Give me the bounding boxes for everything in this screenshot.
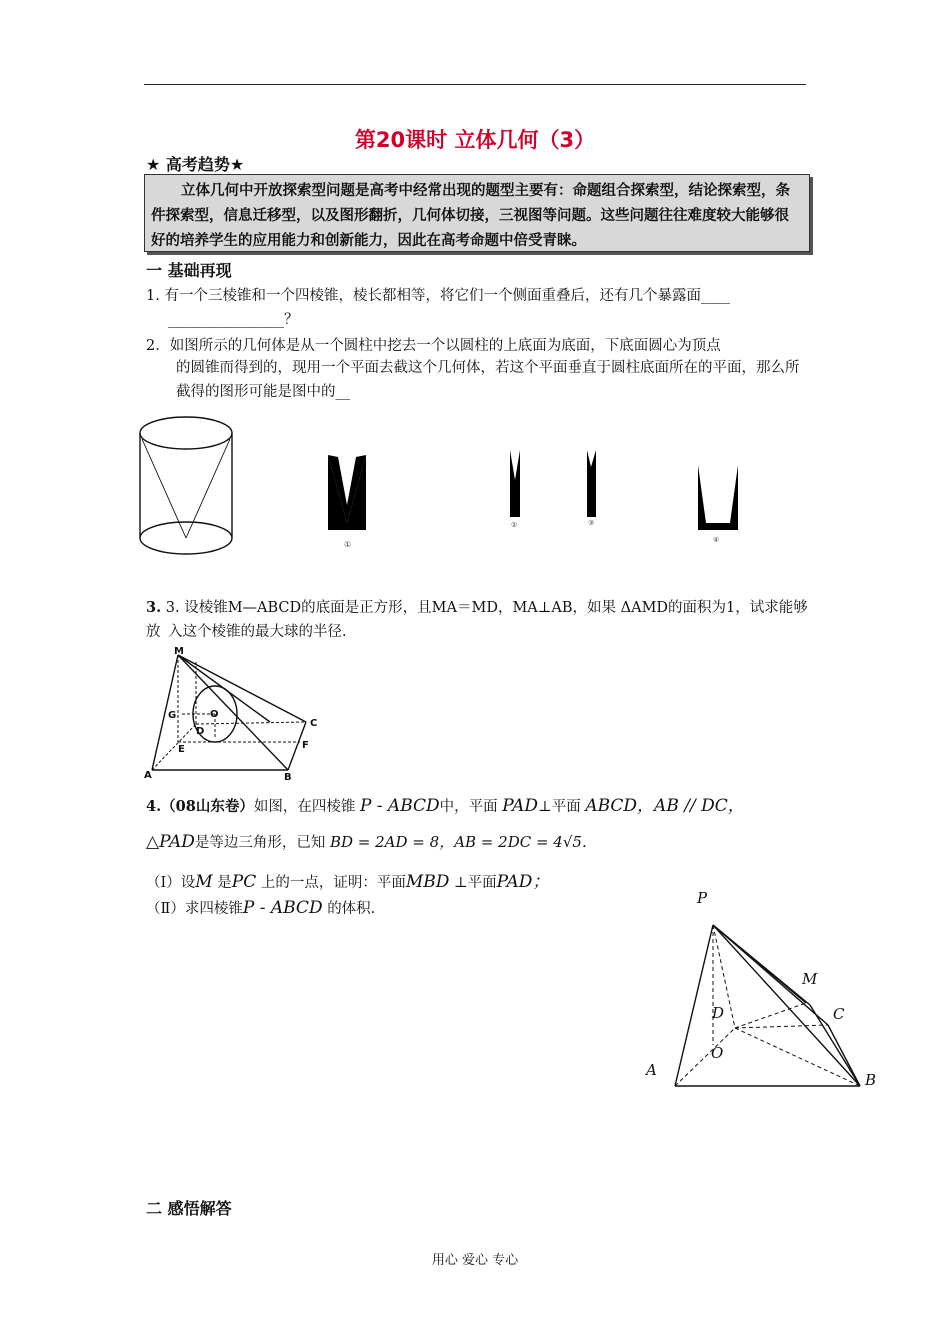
q4-point-m: M <box>195 872 213 892</box>
question-4-part2 <box>146 896 375 921</box>
q4-mbd: MBD <box>405 872 450 892</box>
q4-text-2: 中，平面 <box>439 799 498 815</box>
question-2-line2: 的圆锥而得到的，现用一个平面去截这个几何体，若这个平面垂直于圆柱底面所在的平面，那么所截得的图形可能是图中的__ <box>176 360 800 400</box>
question-3-line1: 3. 3. 设棱锥M—ABCD的底面是正方形，且MA＝MD，MA⊥AB，如果 ΔAMD的面积为1，试求能够放 <box>146 599 808 640</box>
q4-label-a: A <box>646 1061 657 1079</box>
section-answers-heading: 二 感悟解答 <box>146 1199 232 1218</box>
question-3-text: 3. 设棱锥M—ABCD的底面是正方形，且MA＝MD，MA⊥AB，如果 ΔAMD的面积为1，试求能够放 <box>146 600 808 640</box>
q4-text-1: 如图，在四棱锥 <box>253 799 356 815</box>
question-4-line1 <box>146 794 745 819</box>
q3-label-o: O <box>210 709 219 720</box>
section-basics-heading: 一 基础再现 <box>146 261 232 280</box>
q4-parallel: ，AB // DC， <box>637 796 745 816</box>
page-title: 第20课时 立体几何（3） <box>354 128 596 152</box>
section-option-3 <box>587 450 596 527</box>
q3-pyramid-figure <box>140 642 340 787</box>
q4-triangle: △PAD <box>146 832 195 852</box>
q3-label-c: C <box>310 718 318 729</box>
question-4-line2 <box>146 830 587 855</box>
q4-part2-a: （Ⅱ）求四棱锥 <box>146 901 243 917</box>
q3-label-d: D <box>196 726 205 737</box>
q4-part2-b: P - ABCD <box>242 898 323 918</box>
q4-label-d: D <box>712 1004 725 1022</box>
trend-box <box>144 174 810 252</box>
q4-pyramid-figure <box>640 885 885 1100</box>
q4-part1-e: PAD； <box>496 872 550 892</box>
option-3-label: ③ <box>588 519 595 527</box>
question-1-line1: 1. 有一个三棱锥和一个四棱锥，棱长都相等，将它们一个侧面重叠后，还有几个暴露面____ <box>146 288 730 304</box>
q4-part1-c: 上的一点，证明：平面 <box>260 875 406 891</box>
q4-part1-a: （Ⅰ）设 <box>146 875 196 891</box>
header-rule <box>144 84 806 85</box>
q3-label-e: E <box>178 744 185 755</box>
q4-label-c: C <box>833 1005 845 1023</box>
section-option-2 <box>510 450 520 529</box>
section-option-1 <box>328 455 366 549</box>
section-option-4 <box>698 465 738 544</box>
question-4-part1 <box>146 870 549 895</box>
trend-text: 立体几何中开放探索型问题是高考中经常出现的题型主要有：命题组合探索型，结论探索型，条件探索型，信息迁移型，以及图形翻折，几何体切接，三视图等问题。这些问题往往难度较大能够很好的培养学生的应用能力和创新能力，因此在高考命题中倍受青睐。 <box>151 183 790 249</box>
page-footer: 用心 爱心 专心 <box>431 1253 519 1268</box>
q4-plane-abcd: ABCD <box>585 796 638 816</box>
q3-label-g: G <box>168 710 177 721</box>
q4-label-m: M <box>802 970 818 988</box>
q4-part2-c: 的体积. <box>327 901 376 917</box>
q4-bd: BD = 2AD = 8 <box>329 833 440 851</box>
q4-perp: ⊥平面 <box>538 799 581 815</box>
q3-label-m: M <box>174 646 184 657</box>
q4-text-3: 是等边三角形，已知 <box>194 835 326 851</box>
q4-label-b: B <box>865 1071 877 1089</box>
q4-part1-b: 是 <box>217 875 232 891</box>
q4-part1-d: ⊥平面 <box>453 875 497 891</box>
q4-plane-pad: PAD <box>502 796 539 816</box>
question-3-line2: 入这个棱锥的最大球的半径. <box>168 624 347 640</box>
option-1-label: ① <box>344 540 352 549</box>
q2-figures <box>130 405 770 570</box>
option-4-label: ④ <box>713 536 720 544</box>
question-1-line2: ________________？ <box>168 312 299 328</box>
q4-label-p: P <box>697 889 708 907</box>
option-2-label: ② <box>511 521 518 529</box>
q3-label-f: F <box>302 740 309 751</box>
q4-pyramid: P - ABCD <box>359 796 440 816</box>
q4-source: 4.（08山东卷） <box>146 798 254 815</box>
cylinder-figure <box>140 417 232 554</box>
q4-pc: PC <box>231 872 257 892</box>
question-2-line1: 2．如图所示的几何体是从一个圆柱中挖去一个以圆柱的上底面为底面，下底面圆心为顶点 <box>146 338 721 354</box>
q3-label-a: A <box>144 770 152 781</box>
q3-label-b: B <box>284 772 292 783</box>
trend-heading: ★ 高考趋势★ <box>146 155 245 174</box>
q4-label-o: O <box>711 1044 724 1062</box>
q4-ab: ，AB = 2DC = 4√5. <box>439 833 587 851</box>
